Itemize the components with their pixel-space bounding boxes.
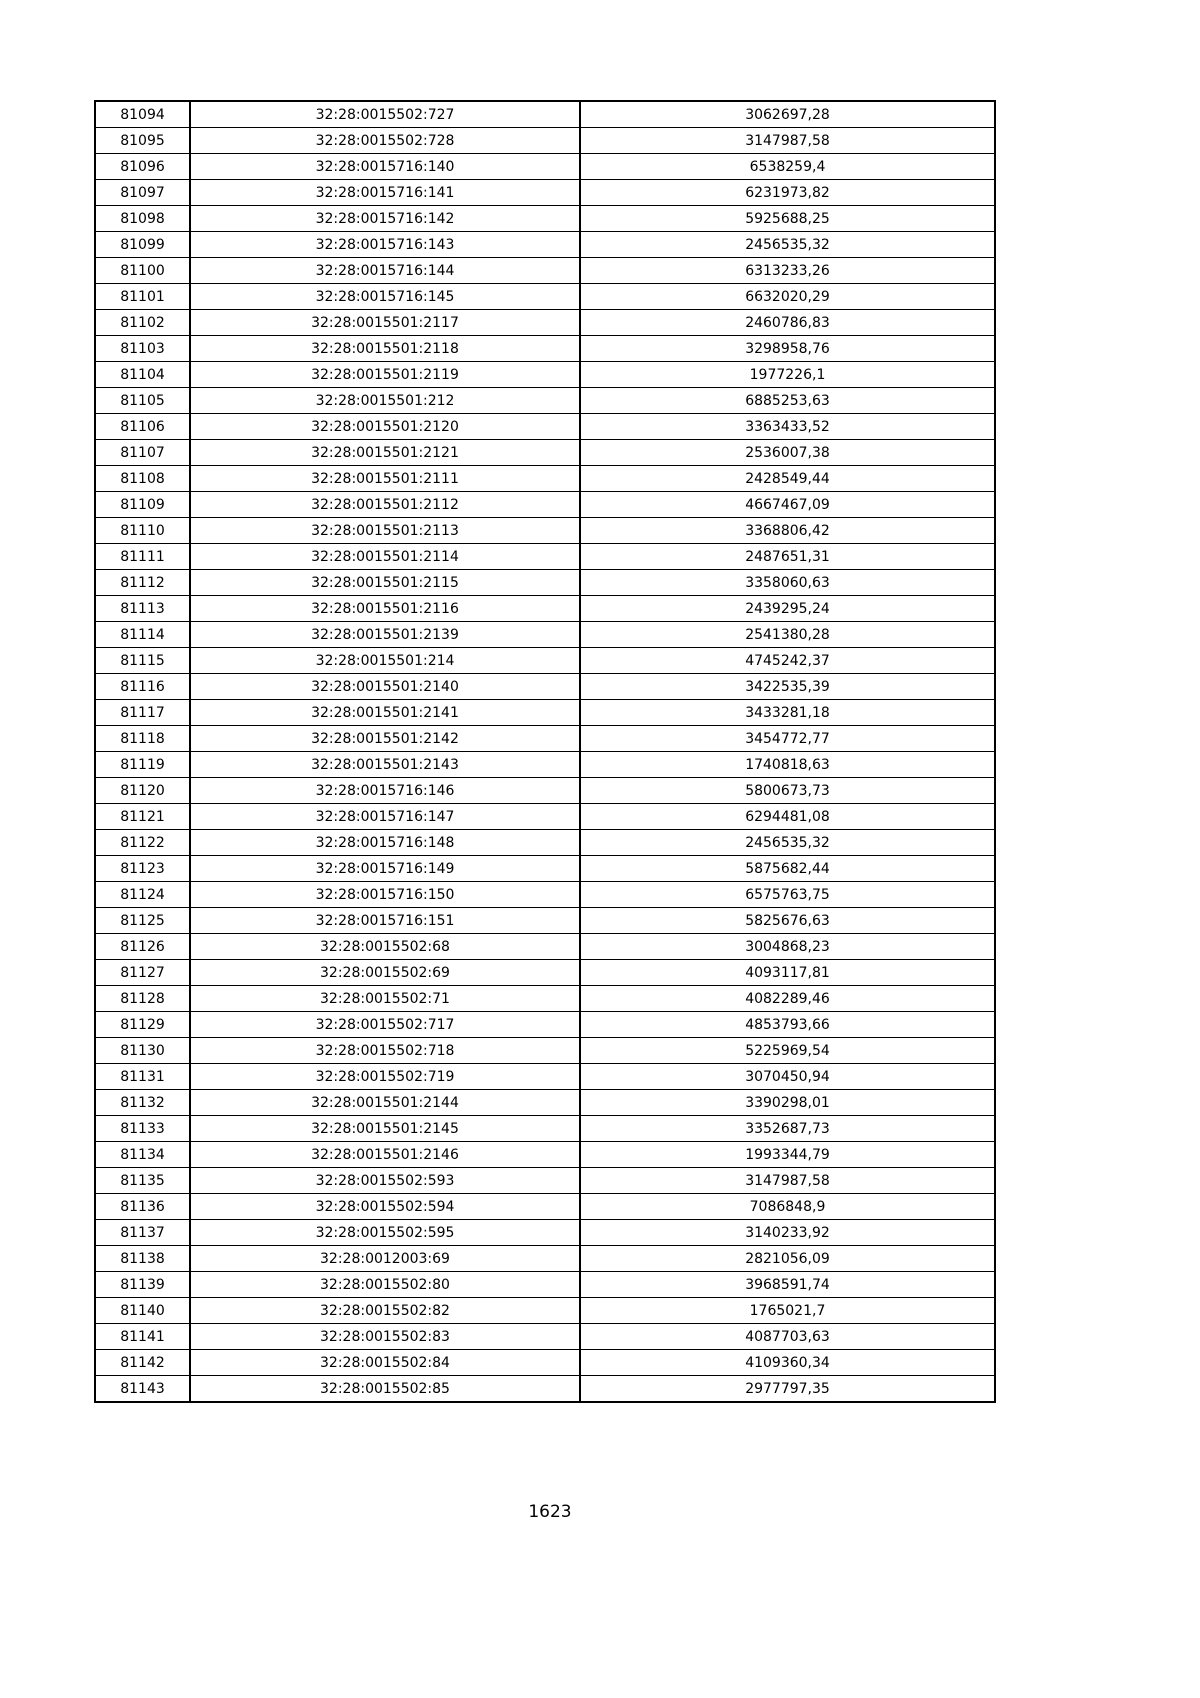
page-number: 1623 [528,1502,572,1522]
value-cell: 6632020,29 [580,284,995,310]
row-number-cell: 81103 [95,336,190,362]
table-row [95,726,995,752]
cadastral-number-cell: 32:28:0015716:148 [190,830,580,856]
cadastral-number-cell: 32:28:0015501:2142 [190,726,580,752]
row-number-cell: 81100 [95,258,190,284]
cadastral-number-cell: 32:28:0015501:2145 [190,1116,580,1142]
cadastral-number-cell: 32:28:0015501:2120 [190,414,580,440]
table-row [95,154,995,180]
row-number-cell: 81127 [95,960,190,986]
table-row [95,1090,995,1116]
value-cell: 4093117,81 [580,960,995,986]
cadastral-number-cell: 32:28:0015501:212 [190,388,580,414]
cadastral-number-cell: 32:28:0015716:149 [190,856,580,882]
cadastral-number-cell: 32:28:0015502:593 [190,1168,580,1194]
table-row [95,674,995,700]
table-row [95,1142,995,1168]
table-row [95,804,995,830]
table-row [95,440,995,466]
table-row [95,232,995,258]
cadastral-number-cell: 32:28:0015501:2119 [190,362,580,388]
value-cell: 1977226,1 [580,362,995,388]
value-cell: 4667467,09 [580,492,995,518]
value-cell: 5825676,63 [580,908,995,934]
cadastral-number-cell: 32:28:0015502:727 [190,101,580,128]
row-number-cell: 81095 [95,128,190,154]
row-number-cell: 81129 [95,1012,190,1038]
cadastral-number-cell: 32:28:0015501:2113 [190,518,580,544]
table-row [95,882,995,908]
table-row [95,128,995,154]
row-number-cell: 81141 [95,1324,190,1350]
row-number-cell: 81118 [95,726,190,752]
table-row [95,518,995,544]
cadastral-number-cell: 32:28:0015716:144 [190,258,580,284]
value-cell: 3368806,42 [580,518,995,544]
row-number-cell: 81097 [95,180,190,206]
cadastral-number-cell: 32:28:0015501:2143 [190,752,580,778]
value-cell: 4109360,34 [580,1350,995,1376]
row-number-cell: 81140 [95,1298,190,1324]
cadastral-number-cell: 32:28:0015501:2115 [190,570,580,596]
value-cell: 5800673,73 [580,778,995,804]
cadastral-number-cell: 32:28:0015502:83 [190,1324,580,1350]
value-cell: 2439295,24 [580,596,995,622]
cadastral-number-cell: 32:28:0015501:2139 [190,622,580,648]
value-cell: 3968591,74 [580,1272,995,1298]
value-cell: 2456535,32 [580,830,995,856]
cadastral-number-cell: 32:28:0015502:718 [190,1038,580,1064]
value-cell: 3140233,92 [580,1220,995,1246]
cadastral-number-cell: 32:28:0015502:68 [190,934,580,960]
row-number-cell: 81138 [95,1246,190,1272]
row-number-cell: 81139 [95,1272,190,1298]
table-row [95,414,995,440]
row-number-cell: 81116 [95,674,190,700]
value-cell: 3298958,76 [580,336,995,362]
cadastral-number-cell: 32:28:0015502:717 [190,1012,580,1038]
value-cell: 2536007,38 [580,440,995,466]
row-number-cell: 81112 [95,570,190,596]
table-row [95,1272,995,1298]
cadastral-number-cell: 32:28:0015716:143 [190,232,580,258]
cadastral-number-cell: 32:28:0015716:146 [190,778,580,804]
cadastral-number-cell: 32:28:0015502:82 [190,1298,580,1324]
row-number-cell: 81101 [95,284,190,310]
row-number-cell: 81122 [95,830,190,856]
cadastral-number-cell: 32:28:0015501:2111 [190,466,580,492]
cadastral-number-cell: 32:28:0015502:594 [190,1194,580,1220]
table-row [95,570,995,596]
table-row [95,492,995,518]
cadastral-number-cell: 32:28:0015716:142 [190,206,580,232]
cadastral-number-cell: 32:28:0015502:80 [190,1272,580,1298]
table-row [95,336,995,362]
table-row [95,284,995,310]
value-cell: 6313233,26 [580,258,995,284]
row-number-cell: 81126 [95,934,190,960]
value-cell: 2487651,31 [580,544,995,570]
cadastral-number-cell: 32:28:0015501:2121 [190,440,580,466]
row-number-cell: 81104 [95,362,190,388]
cadastral-number-cell: 32:28:0015501:2118 [190,336,580,362]
cadastral-number-cell: 32:28:0015716:151 [190,908,580,934]
row-number-cell: 81142 [95,1350,190,1376]
row-number-cell: 81111 [95,544,190,570]
cadastral-number-cell: 32:28:0015501:2112 [190,492,580,518]
value-cell: 1993344,79 [580,1142,995,1168]
value-cell: 1740818,63 [580,752,995,778]
table-row [95,1376,995,1403]
row-number-cell: 81109 [95,492,190,518]
value-cell: 4853793,66 [580,1012,995,1038]
value-cell: 5875682,44 [580,856,995,882]
cadastral-number-cell: 32:28:0015502:719 [190,1064,580,1090]
value-cell: 6231973,82 [580,180,995,206]
row-number-cell: 81115 [95,648,190,674]
table-row [95,908,995,934]
cadastral-number-cell: 32:28:0015502:728 [190,128,580,154]
row-number-cell: 81133 [95,1116,190,1142]
value-cell: 6885253,63 [580,388,995,414]
table-row [95,1116,995,1142]
value-cell: 6538259,4 [580,154,995,180]
cadastral-number-cell: 32:28:0015502:595 [190,1220,580,1246]
value-cell: 3358060,63 [580,570,995,596]
value-cell: 3433281,18 [580,700,995,726]
cadastral-number-cell: 32:28:0015501:2144 [190,1090,580,1116]
table-row [95,778,995,804]
table-row [95,622,995,648]
value-cell: 6575763,75 [580,882,995,908]
row-number-cell: 81137 [95,1220,190,1246]
table-row [95,1324,995,1350]
cadastral-number-cell: 32:28:0015501:2114 [190,544,580,570]
row-number-cell: 81135 [95,1168,190,1194]
row-number-cell: 81106 [95,414,190,440]
row-number-cell: 81096 [95,154,190,180]
table-row [95,752,995,778]
table-row [95,1064,995,1090]
value-cell: 2460786,83 [580,310,995,336]
value-cell: 3390298,01 [580,1090,995,1116]
value-cell: 3352687,73 [580,1116,995,1142]
value-cell: 3454772,77 [580,726,995,752]
table-row [95,1298,995,1324]
value-cell: 2541380,28 [580,622,995,648]
row-number-cell: 81105 [95,388,190,414]
table-row [95,310,995,336]
table-row [95,856,995,882]
row-number-cell: 81119 [95,752,190,778]
cadastral-number-cell: 32:28:0015502:71 [190,986,580,1012]
row-number-cell: 81108 [95,466,190,492]
value-cell: 4082289,46 [580,986,995,1012]
cadastral-number-cell: 32:28:0015716:147 [190,804,580,830]
value-cell: 7086848,9 [580,1194,995,1220]
row-number-cell: 81114 [95,622,190,648]
row-number-cell: 81124 [95,882,190,908]
table-row [95,700,995,726]
row-number-cell: 81102 [95,310,190,336]
value-cell: 2456535,32 [580,232,995,258]
cadastral-number-cell: 32:28:0015501:2117 [190,310,580,336]
cadastral-number-cell: 32:28:0015501:2141 [190,700,580,726]
value-cell: 3422535,39 [580,674,995,700]
value-cell: 4745242,37 [580,648,995,674]
table-row [95,1038,995,1064]
table-row [95,362,995,388]
row-number-cell: 81120 [95,778,190,804]
cadastral-number-cell: 32:28:0015501:2146 [190,1142,580,1168]
row-number-cell: 81113 [95,596,190,622]
cadastral-number-cell: 32:28:0015716:140 [190,154,580,180]
value-cell: 3062697,28 [580,101,995,128]
table-row [95,1350,995,1376]
value-cell: 4087703,63 [580,1324,995,1350]
row-number-cell: 81099 [95,232,190,258]
row-number-cell: 81123 [95,856,190,882]
table-row [95,1194,995,1220]
cadastral-number-cell: 32:28:0015716:145 [190,284,580,310]
cadastral-number-cell: 32:28:0015501:2116 [190,596,580,622]
value-cell: 2821056,09 [580,1246,995,1272]
cadastral-number-cell: 32:28:0015716:141 [190,180,580,206]
row-number-cell: 81131 [95,1064,190,1090]
table-row [95,648,995,674]
value-cell: 2977797,35 [580,1376,995,1403]
row-number-cell: 81107 [95,440,190,466]
value-cell: 1765021,7 [580,1298,995,1324]
table-row [95,830,995,856]
cadastral-number-cell: 32:28:0015716:150 [190,882,580,908]
value-cell: 3147987,58 [580,1168,995,1194]
cadastral-number-cell: 32:28:0015502:69 [190,960,580,986]
value-cell: 5925688,25 [580,206,995,232]
row-number-cell: 81125 [95,908,190,934]
value-cell: 3147987,58 [580,128,995,154]
row-number-cell: 81098 [95,206,190,232]
table-row [95,206,995,232]
value-cell: 2428549,44 [580,466,995,492]
row-number-cell: 81136 [95,1194,190,1220]
cadastral-number-cell: 32:28:0015501:214 [190,648,580,674]
row-number-cell: 81134 [95,1142,190,1168]
value-cell: 5225969,54 [580,1038,995,1064]
row-number-cell: 81143 [95,1376,190,1403]
row-number-cell: 81094 [95,101,190,128]
cadastral-number-cell: 32:28:0015502:84 [190,1350,580,1376]
row-number-cell: 81128 [95,986,190,1012]
value-cell: 3004868,23 [580,934,995,960]
table-row [95,388,995,414]
table-row [95,544,995,570]
row-number-cell: 81110 [95,518,190,544]
table-row [95,960,995,986]
table-row [95,934,995,960]
table-row [95,986,995,1012]
table-row [95,1168,995,1194]
table-row [95,258,995,284]
row-number-cell: 81130 [95,1038,190,1064]
row-number-cell: 81132 [95,1090,190,1116]
table-row [95,101,995,128]
table-row [95,1220,995,1246]
table-row [95,180,995,206]
value-cell: 3363433,52 [580,414,995,440]
cadastral-number-cell: 32:28:0015502:85 [190,1376,580,1403]
table-row [95,1246,995,1272]
value-cell: 6294481,08 [580,804,995,830]
table-row [95,1012,995,1038]
row-number-cell: 81121 [95,804,190,830]
table-row [95,596,995,622]
cadastral-number-cell: 32:28:0015501:2140 [190,674,580,700]
value-cell: 3070450,94 [580,1064,995,1090]
cadastral-value-table [94,100,996,1403]
cadastral-number-cell: 32:28:0012003:69 [190,1246,580,1272]
row-number-cell: 81117 [95,700,190,726]
table-row [95,466,995,492]
table-body [95,101,995,1402]
